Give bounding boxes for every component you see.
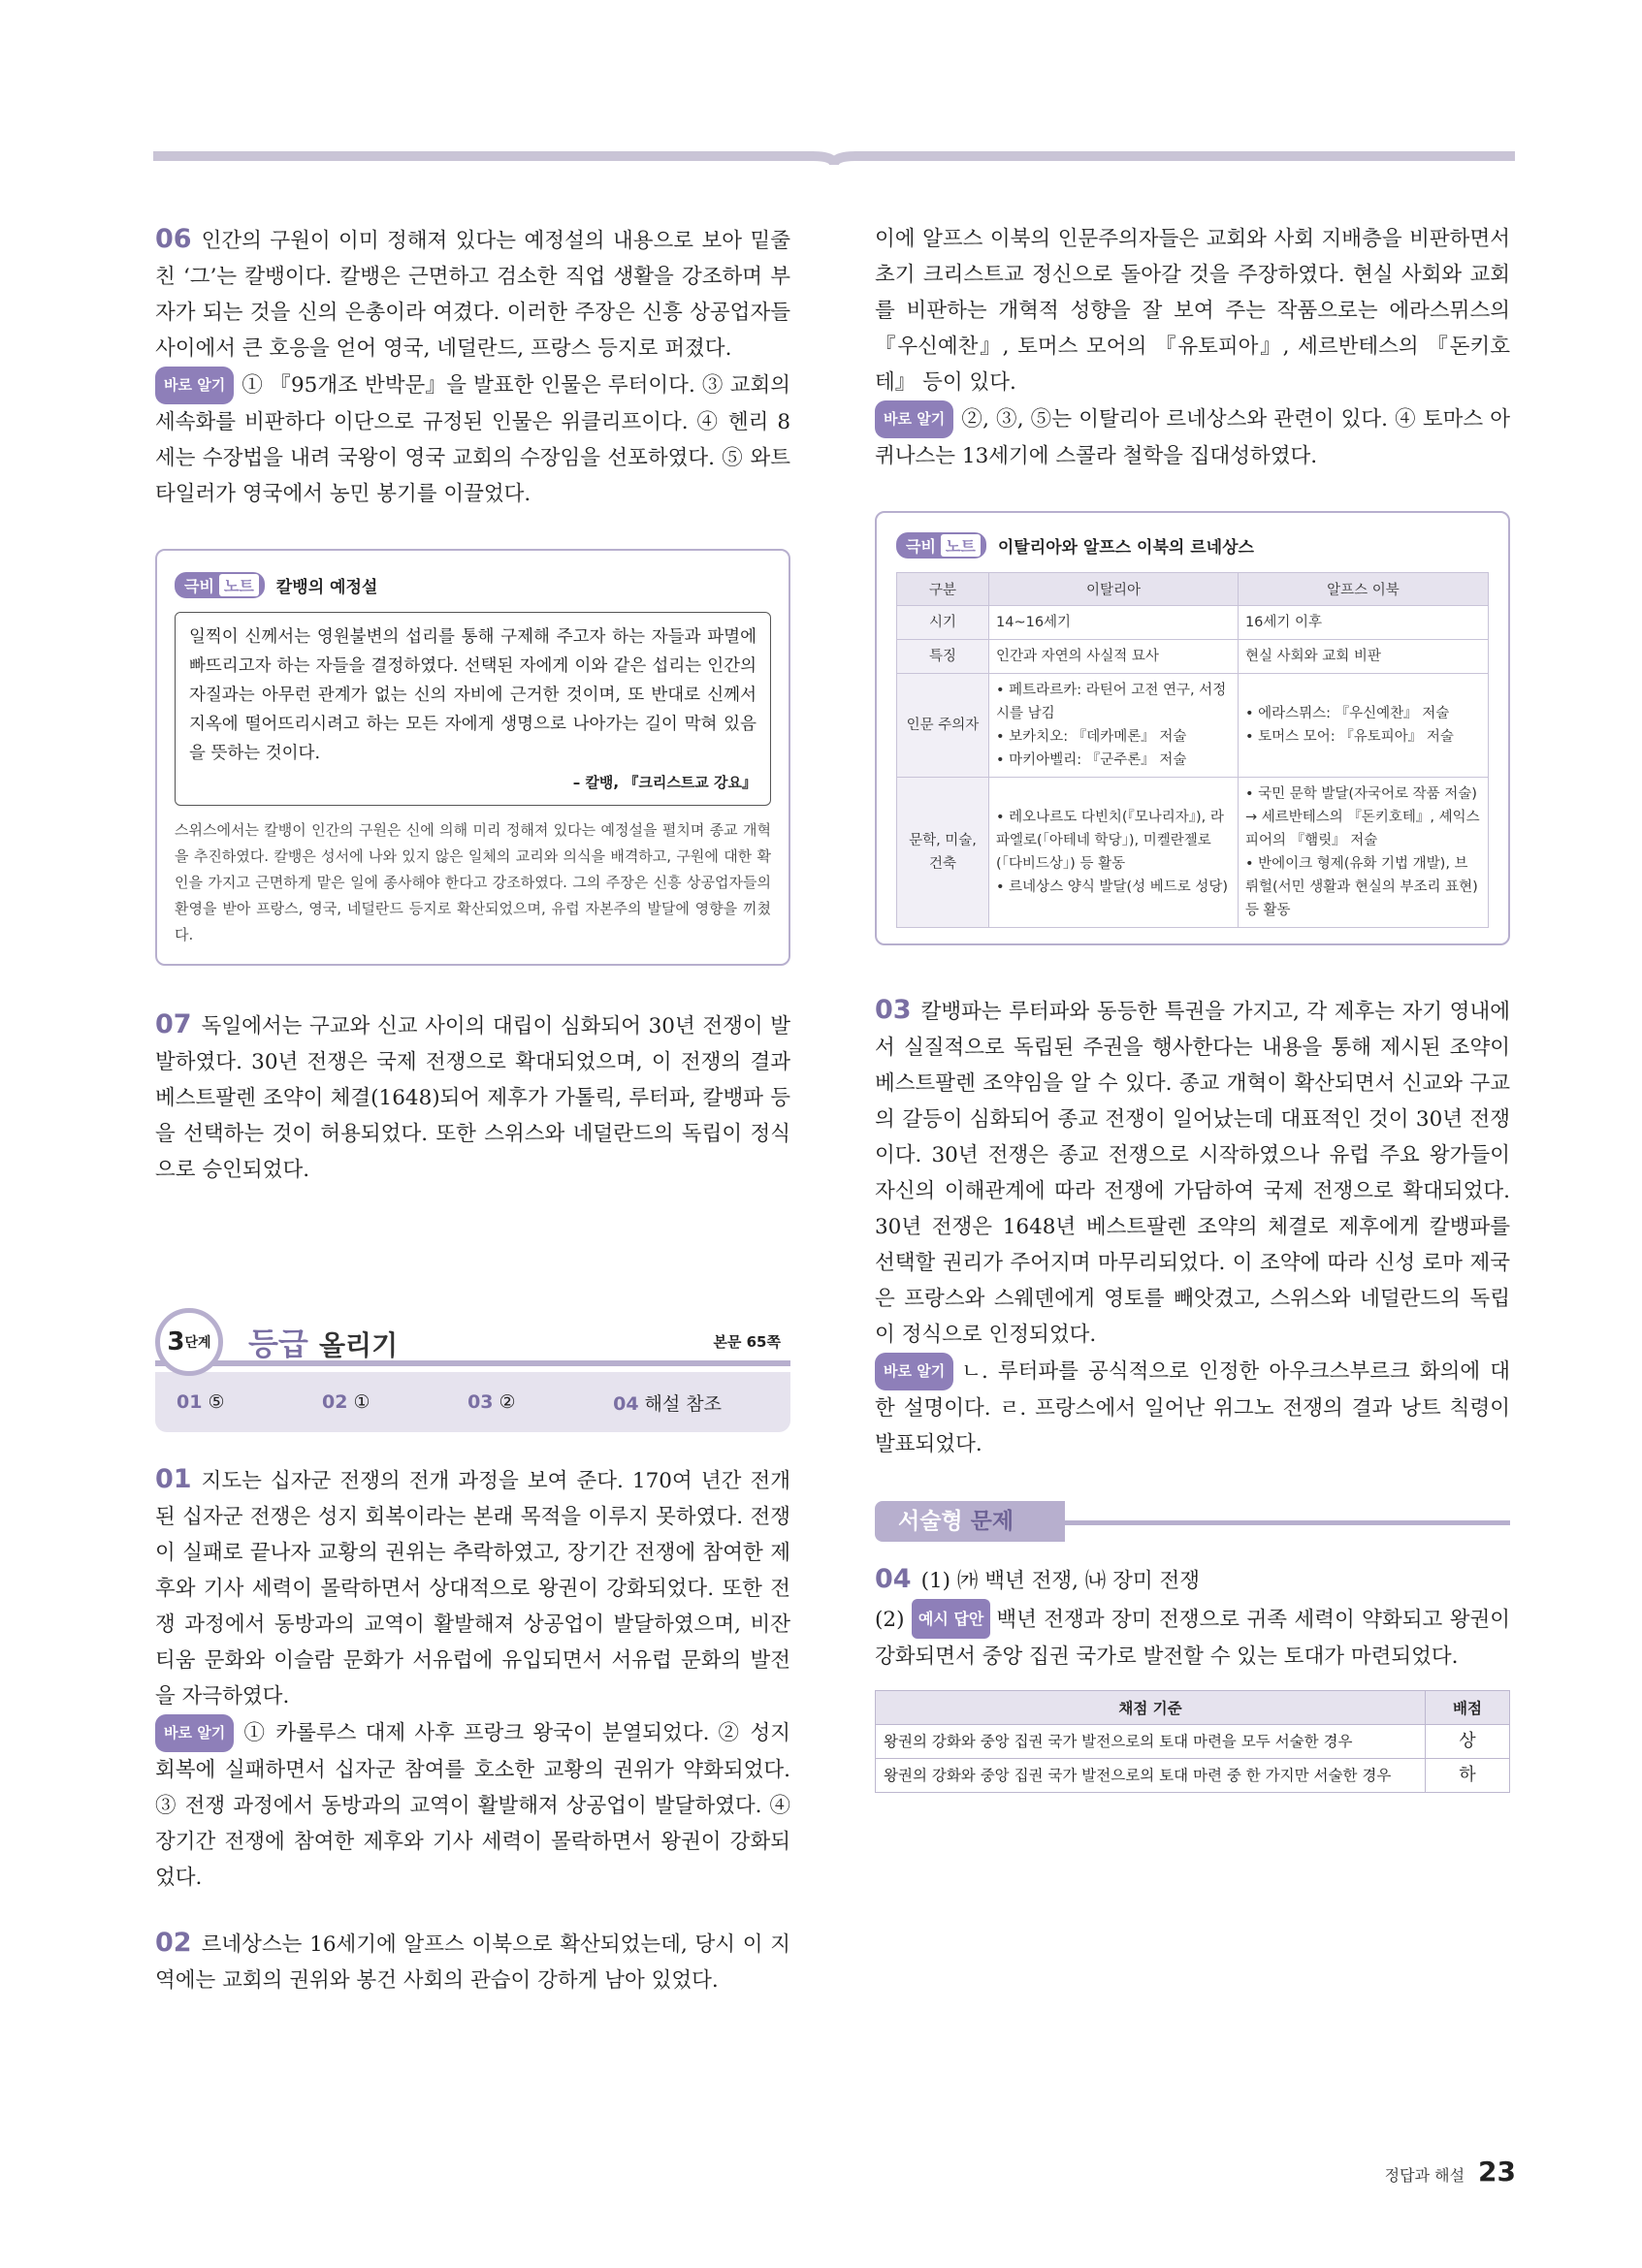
table-header: 채점 기준 [876,1691,1426,1725]
cell-item: • 보카치오: 『데카메론』 저술 [996,725,1231,749]
baro-alki-badge: 바로 알기 [155,367,234,404]
question-number: 03 [875,995,912,1025]
table-header: 알프스 이북 [1238,573,1488,606]
descriptive-question-header [875,1497,1510,1548]
cell-item: • 페트라르카: 라틴어 고전 연구, 서정시를 남김 [996,679,1231,725]
page-footer [1385,2156,1516,2188]
table-row [876,1759,1510,1793]
score-cell: 상 [1426,1725,1510,1759]
answer-part-2: 백년 전쟁과 장미 전쟁으로 귀족 세력이 약화되고 왕권이 강화되면서 중앙 집권 국가로 발전할 수 있는 토대가 마련되었다. [875,1608,1510,1669]
answer-04 [875,1561,1510,1793]
baro-text: ②, ③, ⑤는 이탈리아 르네상스와 관련이 있다. ④ 토마스 아퀴나스는 13세기에 스콜라 철학을 집대성하였다. [875,407,1510,468]
scoring-criteria-table [875,1690,1510,1793]
answer-text: 인간의 구원이 이미 정해져 있다는 예정설의 내용으로 보아 밑줄 친 ‘그’는 칼뱅이다. 칼뱅은 근면하고 검소한 직업 생활을 강조하며 부자가 되는 것을 신의 은총이라 여겼다. 이러한 주장은 신흥 상공업자들 사이에서 큰 호응을 얻어 영국, 네덜란드, 프랑스 등지로 퍼졌다. [155,229,790,361]
stage-title: 등급 올리기 [248,1326,399,1362]
renaissance-table [896,572,1489,928]
question-number: 07 [155,1009,192,1039]
answer-key-bar [155,1372,790,1432]
question-number: 04 [875,1564,912,1594]
note-title: 칼뱅의 예정설 [275,578,378,597]
note-title: 이탈리아와 알프스 이북의 르네상스 [997,538,1254,558]
cell-item: • 반에이크 형제(유화 기법 개발), 브뤼헐(서민 생활과 현실의 부조리 표현) 등 활동 [1245,852,1481,922]
table-header: 구분 [897,573,989,606]
baro-text: ㄴ. 루터파를 공식적으로 인정한 아우크스부르크 화의에 대한 설명이다. ㄹ. 프랑스에서 일어난 위그노 전쟁의 결과 낭트 칙령이 발표되었다. [875,1359,1510,1456]
table-cell: 16세기 이후 [1238,606,1488,640]
cell-item: • 르네상스 양식 발달(성 베드로 성당) [996,876,1231,899]
baro-text: ① 카롤루스 대제 사후 프랑크 왕국이 분열되었다. ② 성지 회복에 실패하면서 십자군 참여를 호소한 교황의 권위가 약화되었다. ③ 전쟁 과정에서 동방과의 교역이 활발해져 상공업이 발달하였다. ④ 장기간 전쟁에 참여한 제후와 기사 세력이 몰락하면서 왕권이 강화되었다. [155,1721,790,1890]
cell-item: • 레오나르도 다빈치(『모나리자』), 라파엘로(「아테네 학당」), 미켈란젤로(「다비드상」) 등 활동 [996,806,1231,876]
answer-02-continued [875,221,1510,474]
row-header: 특징 [897,640,989,674]
table-row [897,778,1489,928]
criteria-cell: 왕권의 강화와 중앙 집권 국가 발전으로의 토대 마련 중 한 가지만 서술한 경우 [876,1759,1426,1793]
right-column [875,221,1510,1793]
table-cell [989,674,1239,778]
row-header: 인문 주의자 [897,674,989,778]
question-number: 02 [155,1928,192,1958]
table-cell [1238,674,1488,778]
answer-01 [155,1461,790,1896]
table-header: 이탈리아 [989,573,1239,606]
answer-text: 지도는 십자군 전쟁의 전개 과정을 보여 준다. 170여 년간 전개된 십자군 전쟁은 성지 회복이라는 본래 목적을 이루지 못하였다. 전쟁이 실패로 끝나자 교황의 권위는 추락하였고, 장기간 전쟁에 참여한 제후와 기사 세력이 몰락하면서 상대적으로 왕권이 강화되었다. 또한 전쟁 과정에서 동방과의 교역이 활발해져 상공업이 발달하였으며, 비잔티움 문화와 이슬람 문화가 서유럽에 유입되면서 서유럽 문화의 발전을 자극하였다. [155,1469,790,1709]
quote-text: 일찍이 신께서는 영원불변의 섭리를 통해 구제해 주고자 하는 자들과 파멸에 빠뜨리고자 하는 자들을 결정하였다. 선택된 자에게 이와 같은 섭리는 인간의 자질과는 아무런 관계가 없는 신의 자비에 근거한 것이며, 또 반대로 신께서 지옥에 떨어뜨리시려고 하는 모든 자에게 생명으로 나아가는 길이 막혀 있음을 뜻하는 것이다. [189,627,757,763]
cell-item: • 에라스뮈스: 『우신예찬』 저술 [1245,702,1481,725]
footer-label: 정답과 해설 [1384,2166,1465,2185]
gukbi-note-calvin [155,549,790,966]
table-cell [1238,778,1488,928]
answer-07 [155,1006,790,1188]
answer-key-item: 02 ① [322,1391,370,1413]
header-line [1059,1520,1510,1525]
page-number: 23 [1478,2156,1516,2188]
table-header: 배점 [1426,1691,1510,1725]
stage-badge: 3 단계 [155,1308,223,1376]
table-cell: 인간과 자연의 사실적 묘사 [989,640,1239,674]
row-header: 시기 [897,606,989,640]
answer-03 [875,992,1510,1462]
stage-3-section [155,1302,790,1432]
answer-key-item: 01 ⑤ [177,1391,225,1413]
table-cell: 현실 사회와 교회 비판 [1238,640,1488,674]
table-row [897,640,1489,674]
cell-item: • 국민 문학 발달(자국어로 작품 저술) → 세르반테스의 『돈키호테』, 셰익스피어의 『햄릿』 저술 [1245,783,1481,852]
answer-text: 이에 알프스 이북의 인문주의자들은 교회와 사회 지배층을 비판하면서 초기 크리스트교 정신으로 돌아갈 것을 주장하였다. 현실 사회와 교회를 비판하는 개혁적 성향을 잘 보여 주는 작품으로는 에라스뮈스의 『우신예찬』, 토머스 모어의 『유토피아』, 세르반테스의 『돈키호테』 등이 있다. [875,227,1510,395]
answer-02 [155,1925,790,1998]
baro-alki-badge: 바로 알기 [875,1353,953,1390]
row-header: 문학, 미술, 건축 [897,778,989,928]
stage-header [155,1302,790,1372]
table-row [897,674,1489,778]
part-label: (2) [875,1608,905,1632]
cell-item: • 토머스 모어: 『유토피아』 저술 [1245,725,1481,749]
answer-key-item: 04 해설 참조 [613,1392,723,1415]
table-row [876,1725,1510,1759]
table-cell: 14~16세기 [989,606,1239,640]
baro-alki-badge: 바로 알기 [875,400,953,438]
score-cell: 하 [1426,1759,1510,1793]
answer-part-1: (1) ㈎ 백년 전쟁, ㈏ 장미 전쟁 [920,1569,1201,1593]
criteria-cell: 왕권의 강화와 중앙 집권 국가 발전으로의 토대 마련을 모두 서술한 경우 [876,1725,1426,1759]
note-description: 스위스에서는 칼뱅이 인간의 구원은 신에 의해 미리 정해져 있다는 예정설을 펼치며 종교 개혁을 추진하였다. 칼뱅은 성서에 나와 있지 않은 일체의 교리와 의식을 배격하고, 구원에 대한 확인을 가지고 근면하게 맡은 일에 종사해야 한다고 강조하였다. 그의 주장은 신흥 상공업자들의 환영을 받아 프랑스, 영국, 네덜란드 등지로 확산되었으며, 유럽 자본주의 발달에 영향을 끼쳤다. [175,821,771,943]
quote-source: – 칼뱅, 『크리스트교 강요』 [572,774,757,791]
left-column [155,221,790,1998]
gukbi-badge: 극비 노트 [175,572,265,598]
gukbi-badge: 극비 노트 [896,532,986,559]
example-answer-badge: 예시 답안 [912,1599,990,1639]
baro-alki-badge: 바로 알기 [155,1714,234,1752]
answer-06 [155,221,790,512]
page-reference: 본문 65쪽 [713,1333,781,1351]
question-number: 06 [155,224,192,254]
source-quote [175,612,771,806]
question-number: 01 [155,1464,192,1494]
baro-text: ① 『95개조 반박문』을 발표한 인물은 루터이다. ③ 교회의 세속화를 비판하다 이단으로 규정된 인물은 위클리프이다. ④ 헨리 8세는 수장법을 내려 국왕이 영국 교회의 수장임을 선포하였다. ⑤ 와트 타일러가 영국에서 농민 봉기를 이끌었다. [155,373,790,506]
table-cell [989,778,1239,928]
answer-text: 독일에서는 구교와 신교 사이의 대립이 심화되어 30년 전쟁이 발발하였다. 30년 전쟁은 국제 전쟁으로 확대되었으며, 이 전쟁의 결과 베스트팔렌 조약이 체결(1648)되어 제후가 가톨릭, 루터파, 칼뱅파 등을 선택하는 것이 허용되었다. 또한 스위스와 네덜란드의 독립이 정식으로 승인되었다. [155,1014,790,1182]
answer-key-item: 03 ② [467,1391,516,1413]
answer-text: 칼뱅파는 루터파와 동등한 특권을 가지고, 각 제후는 자기 영내에서 실질적으로 독립된 주권을 행사한다는 내용을 통해 제시된 조약이 베스트팔렌 조약임을 알 수 있다. 종교 개혁이 확산되면서 신교와 구교의 갈등이 심화되어 종교 전쟁이 일어났는데 대표적인 것이 30년 전쟁이다. 30년 전쟁은 종교 전쟁으로 시작하였으나 유럽 주요 왕가들이 자신의 이해관계에 따라 전쟁에 가담하여 국제 전쟁으로 확대되었다. 30년 전쟁은 1648년 베스트팔렌 조약의 체결로 제후에게 칼뱅파를 선택할 권리가 주어지며 마무리되었다. 이 조약에 따라 신성 로마 제국은 프랑스와 스웨덴에게 영토를 빼앗겼고, 스위스와 네덜란드의 독립이 정식으로 인정되었다. [875,1000,1510,1347]
answer-text: 르네상스는 16세기에 알프스 이북으로 확산되었는데, 당시 이 지역에는 교회의 권위와 봉건 사회의 관습이 강하게 남아 있었다. [155,1933,790,1993]
cell-item: • 마키아벨리: 『군주론』 저술 [996,749,1231,772]
section-title: 서술형 문제 [875,1501,1065,1542]
top-divider-bar [153,147,1515,165]
gukbi-note-renaissance [875,511,1510,945]
table-row [897,606,1489,640]
